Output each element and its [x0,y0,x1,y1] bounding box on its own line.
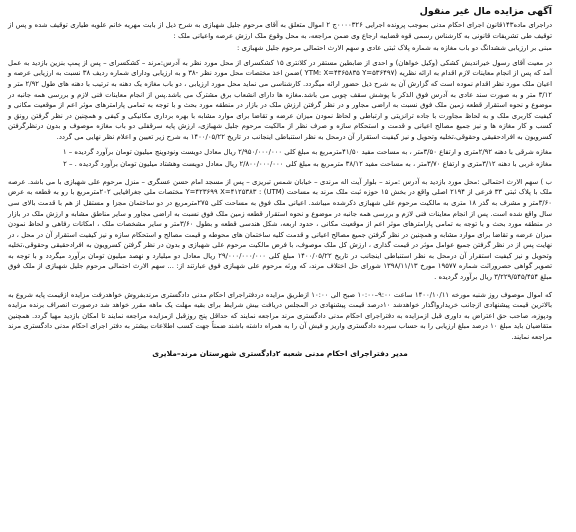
auction-paragraph: که اموال موصوف روز شنبه مورخه ۱۴۰۰/۱۰/۱۱ ساعت ۹:۰۰–۱۰:۰۰ صبح الی ۱۰:۰۰ ازطریق مزایده دردفتراجرای احکام مدنی دادگستری مرندبفروش خواهدرفت مزایده ازقیمت پایه شروع به بالاترین قیمت پیشنهادی ازجانب خریدارواگذار خواهدشد ۱۰درصد قیمت پیشنهادی در المجلس دریافت بیش شرایط برای بقیه مهلت یک ماهه مقرر خواهد شد درصورت انصراف برنده مزایده ودپوزه، صاحب حق اعتراض به داوری قبل ازمزایده به دفتراجرای احکام مدنی دادگستری مرند مراجعه نمایند که حداقل پنج روزقبل ازمزایده مراجعه نمایند تا امکان بازدید مهیا گردد. همچنین متقاضیان باید مبلغ ۱۰ درصد مبلغ ارزیابی را به حساب سپرده دادگستری واریز و فیش آن را به همراه داشته باشند ضمناً جهت کسب اطلاعات بیشتر به دفتر اجرای احکام مدنی دادگستری مرند مراجعه نمایند. [8,290,552,342]
section-a-paragraph: در معیت آقای رسول خیراندیش کشکی (وکیل خواهان) و احدی از ضابطین مستقر در کلانتری ۱۵ کشکسرای از محل مورد نظر به آدرس:مرند – کشکسرای – پس از پمپ بنزین بازدید به عمل آمد که پس از انجام معاینات لازم اقدام به ارائه نظریه (ΥTM: X=۴۳۶۵۸۳۵ Y=۵۳۶۴۹۷ )ضمن اخذ مختصات محل مورد نظر -۳۸ و به ارزیابی ودارای شماره ردیف ۳۸ نسبت به ارزیابی عرصه و اعیان ملک مورد نظر اقدام نموده است که گزارش آن به شرح ذیل حضور ارائه میگردد. کارشناسی می نماید محل مورد ارزیابی ، دو باب مغازه یک دهنه به ترتیب با دهنه های طول ۲/۹۲ متر و ۳/۱۲ متر و به صورت سند عادی به آدرس فوق الذکر با پوشش سقف چوبی می باشد.مغازه ها دارای انشعاب برق مشترک می باشد.پس از انجام معاینات فنی لازم و بررسی همه جانبه در موضوع و نحوه استقرار قطعه زمین ملک فوق نسبت به اراضی مجاور و در نظر گرفتن ارزش ملک در بازار در منطقه مورد بحث و با توجه به تمامی پارامترهای موثر اعم از موقعیت مکانی و کیفیت کاربری ملک و به لحاظ مجاورت با جاده ترانزیتی و ارتباطی و لحاظ نمودن میزان عرضه و تقاضا برای موارد مشابه با بهره برداری مکانیکی و کیفی و همچنین در نظر گرفتن رونق و کسب و کار مغازه ها و نیز جمیع مصالح اعیانی و قدمت و استحکام سازه و صرف نظر از مالکیت مرحوم جلیل شهبازی، ارزش پایه سرقفلی دو باب مغازه موصوف و بدون درنظرگرفتن کسرویون به افرادحقیقی وحقوقی،تخلیه وتحویل و نیز کیفیت استقرار آن درمحل به نظر استنباطی اینجانب در تاریخ ۱۴۰۰/۰۵/۲۲ به شرح زیر تعیین و اعلام نظر نهایی می گردد. [8,58,553,141]
item-1-line: مغازه شرقی با دهنه ۲/۹۲متری و ارتفاع ۳/۵۰متر ، به مساحت مفید ۴۱/۵۰مترمربع به مبلغ کلی ۲/۹۵۰/۰۰۰/۰۰۰ ریال معادل دویست ونودوپنج میلیون تومان برآورد گردیده – ۱ [62,147,552,156]
section-b-paragraph: ب ) سهم الارث احتمالی :محل مورد بازدید به آدرس :مرند – بلوار آیت اله مرندی – خیابان شمس تبریزی – پس از مسجد امام حسن عسگری – منزل مرحوم علی شهبازی با می باشد. عرصه ملک با پلاک ثبتی ۳۳ فرعی از ۲۱۹۴ اصلی واقع در بخش ۱۵ حوزه ثبت ملک مرند به مساحت (UTM) : Y=۴۲۳۶۹۹ X=۴۱۲۵۳۸۳ مختصات ملی جغرافیایی ۲۰۲مترمربع با رو به قطعه به عرض ۳/۶۰متر و مشرف به گذر ۱۸ متری به مالکیت مرحوم علی شهبازی ذکرشده میباشد. اعیانی ملک فوق به مساحت کلی ۲۷۵مترمربع در دو ساختمان مجزا و مستقل از هم با قدمت بالای سی سال واقع شده است. پس از انجام معاینات فنی لازم و بررسی همه جانبه در موضوع و نحوه استقرار قطعه زمین ملک فوق نسبت به اراضی مجاور و سایر مناطق مشابه و ارزش ملک در بازار در منطقه مورد بحث و با توجه به تمامی پارامترهای موثر اعم از موقعیت مکانی ، حدود اربعه، شکل هندسی قطعه و بطول ۳/۶۰متر و سایر مشخصات ملک ، امکانات رفاهی و لحاظ نمودن میزان عرضه و تقاضا برای موارد مشابه و همچنین در نظر گرفتن جمیع مصالح اعیانی و قدمت کلیه ساختمان های محوطه و قیمت مصالح و استحکام سازه و نیز کیفیت استقرار آن در محل ، در نهایت پس از در نظر گرفتن جمیع عوامل موثر در قیمت گذاری ، ارزش کل ملک موصوف، با فرض مالکیت مرحوم علی شهبازی و بدون در نظر گرفتن کسرویون به افرادحقیقی وحقوقی،تخلیه وتحویل و نیز کیفیت استقرار آن درمحل به نظر استنباطی اینجانب در تاریخ ۱۴۰۰/۰۵/۲۲ مبلغ کلی ۲۹/۰۰۰/۰۰۰/۰۰۰ ریال معادل دو میلیارد و نهصد میلیون تومان برآورد میگردد و با توجه به تصویر گواهی حصروراثت شماره ۱۹۵۷۷ مورخ ۱۳۹۸/۱۱/۱۳ شورای حل اختلاف مرند، که ورثه مرحوم علی شهبازی فوق عبارتند از: ... سهم الارث احتمالی مرحوم جلیل شهبازی از ملک فوق مبلغ ۳/۲۲۹/۵۴۵/۴۵۴ ریال برآورد گردیده . [8,177,553,282]
signature-line: مدیر دفتراجرای احکام مدنی شعبه ۲دادگستری شهرستان مرند–ملایری [152,348,408,358]
item-2-line: مغازه غربی با دهنه ۳/۱۲متری و ارتفاع ۳/۷۰متر ، به مساحت مفید ۳۸/۱۲ مترمربع به مبلغ کلی ۲/۸۰۰/۰۰۰/۰۰۰ ریال معادل دویست وهشتاد میلیون تومان برآورد گردیده . – ۲ [63,160,552,169]
subject-line: مبنی بر ارزیابی ششدانگ دو باب مغازه به شماره پلاک ثبتی عادی و سهم الارث احتمالی مرحوم جلیل شهبازی : [236,44,552,53]
notice-title: آگهی مزایده مال غیر منقول [419,6,552,17]
intro-paragraph: دراجرای ماده۱۴۳قانون اجرای احکام مدنی بموجب پرونده اجرایی ۰۰۰۰۳۲۶ج ۲ اموال متعلق به آقای مرحوم جلیل شهبازی به شرح ذیل از بابت مهریه خانم علویه طیاری توقیف شده و پس از توقیف طی تشریفات قانونی به کارشناس رسمی قوه قضاییه ارجاع وی ضمن مراجعه، به محل وقوع ملک ارزش عرصه واعیانی ملک : [8,21,553,40]
